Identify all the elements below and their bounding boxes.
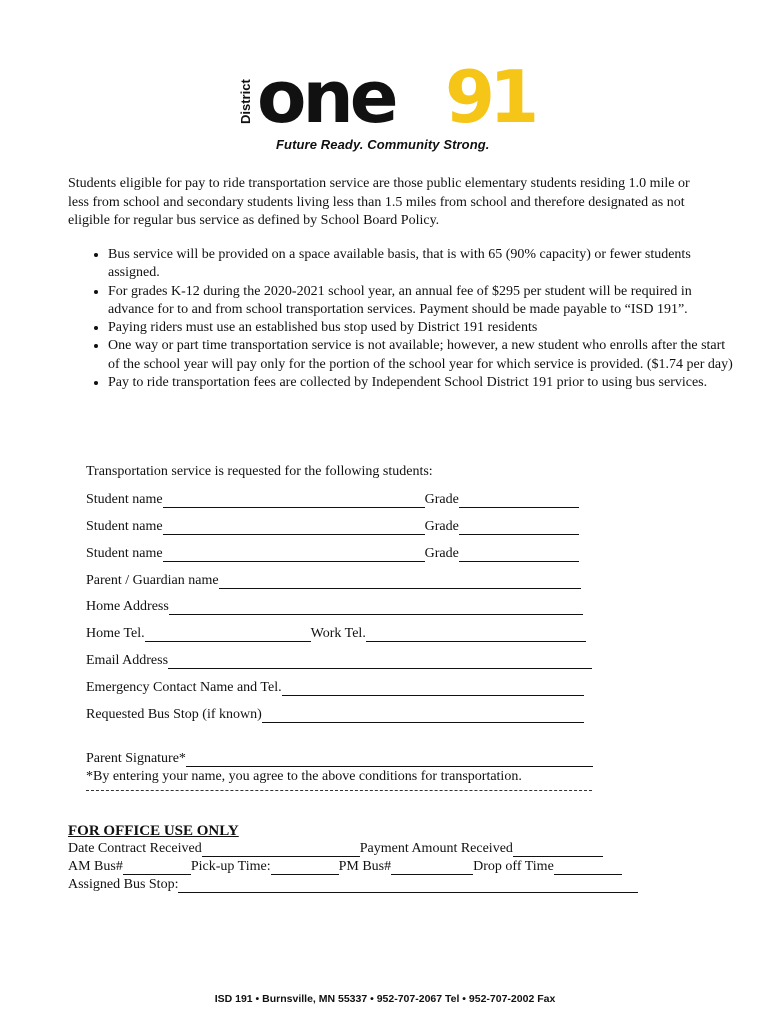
bullet-item: • For grades K-12 during the 2020-2021 school year, an annual fee of $295 per student will be required in advance for to and from school transportation services. Payment should be made payable to “ISD 191”. — [108, 283, 738, 320]
home-address-field[interactable] — [169, 600, 583, 615]
am-bus-label: AM Bus# — [68, 859, 123, 874]
office-row-1 — [68, 841, 603, 857]
logo-number-text: 91 — [445, 56, 534, 136]
payment-field[interactable] — [513, 842, 603, 857]
bus-stop-label: Requested Bus Stop (if known) — [86, 707, 262, 722]
dropoff-label: Drop off Time — [473, 859, 554, 874]
work-tel-field[interactable] — [366, 627, 586, 642]
logo-one-text: one — [257, 56, 395, 136]
logo-district-text: District — [238, 79, 253, 124]
emergency-row — [86, 680, 584, 696]
student-row-2 — [86, 519, 579, 535]
date-contract-field[interactable] — [202, 842, 360, 857]
signature-note: *By entering your name, you agree to the above conditions for transportation. — [86, 769, 522, 784]
policy-bullet-list — [68, 246, 738, 392]
grade-field-1[interactable] — [459, 493, 579, 508]
pickup-label: Pick-up Time: — [190, 859, 271, 874]
grade-label: Grade — [424, 546, 459, 561]
bullet-item: • One way or part time transportation service is not available; however, a new student who enrolls after the start of the school year will pay only for the portion of the school year for which service is provided. ($1.74 per day) — [108, 337, 738, 374]
pm-bus-field[interactable] — [391, 860, 473, 875]
bus-stop-field[interactable] — [262, 708, 584, 723]
office-use-title: FOR OFFICE USE ONLY — [68, 823, 239, 839]
am-bus-field[interactable] — [123, 860, 191, 875]
office-row-2 — [68, 859, 622, 875]
email-row — [86, 653, 592, 669]
pickup-field[interactable] — [271, 860, 339, 875]
email-field[interactable] — [168, 654, 592, 669]
payment-label: Payment Amount Received — [359, 841, 513, 856]
tagline: Future Ready. Community Strong. — [276, 137, 490, 152]
student-name-field-3[interactable] — [163, 547, 425, 562]
bullet-item: • Pay to ride transportation fees are collected by Independent School District 191 prior to using bus services. — [108, 374, 738, 392]
grade-field-2[interactable] — [459, 520, 579, 535]
signature-field[interactable] — [186, 752, 593, 767]
bullet-item: • Paying riders must use an established bus stop used by District 191 residents — [108, 319, 738, 337]
signature-label: Parent Signature* — [86, 751, 186, 766]
home-address-label: Home Address — [86, 599, 169, 614]
home-tel-field[interactable] — [145, 627, 311, 642]
cut-line-divider — [86, 790, 592, 791]
emergency-field[interactable] — [282, 681, 584, 696]
assigned-stop-field[interactable] — [178, 878, 638, 893]
grade-label: Grade — [424, 519, 459, 534]
student-name-field-1[interactable] — [163, 493, 425, 508]
bullet-item: • Bus service will be provided on a space available basis, that is with 65 (90% capacity) or fewer students assigned. — [108, 246, 738, 283]
home-tel-label: Home Tel. — [86, 626, 145, 641]
grade-label: Grade — [424, 492, 459, 507]
intro-paragraph: Students eligible for pay to ride transportation service are those public elementary students residing 1.0 mile or less from school and secondary students living less than 1.5 miles from school and therefore designated as not eligible for regular bus service as defined by School Board Policy. — [68, 176, 690, 228]
grade-field-3[interactable] — [459, 547, 579, 562]
office-row-3 — [68, 877, 638, 893]
student-name-label: Student name — [86, 492, 163, 507]
home-address-row — [86, 599, 583, 615]
footer-contact: ISD 191 • Burnsville, MN 55337 • 952-707-2067 Tel • 952-707-2002 Fax — [214, 993, 556, 1005]
parent-label: Parent / Guardian name — [86, 573, 219, 588]
request-text: Transportation service is requested for the following students: — [86, 464, 433, 479]
dropoff-field[interactable] — [554, 860, 622, 875]
student-row-3 — [86, 546, 579, 562]
student-name-label: Student name — [86, 519, 163, 534]
phone-row — [86, 626, 586, 642]
assigned-stop-label: Assigned Bus Stop: — [68, 877, 179, 892]
student-row-1 — [86, 492, 579, 508]
parent-row — [86, 573, 581, 589]
bus-stop-row — [86, 707, 584, 723]
signature-row — [86, 751, 593, 767]
pm-bus-label: PM Bus# — [338, 859, 392, 874]
logo-graphic — [237, 56, 537, 136]
student-name-label: Student name — [86, 546, 163, 561]
work-tel-label: Work Tel. — [310, 626, 366, 641]
student-name-field-2[interactable] — [163, 520, 425, 535]
parent-name-field[interactable] — [219, 574, 581, 589]
emergency-label: Emergency Contact Name and Tel. — [86, 680, 282, 695]
email-label: Email Address — [86, 653, 169, 668]
date-contract-label: Date Contract Received — [68, 841, 202, 856]
